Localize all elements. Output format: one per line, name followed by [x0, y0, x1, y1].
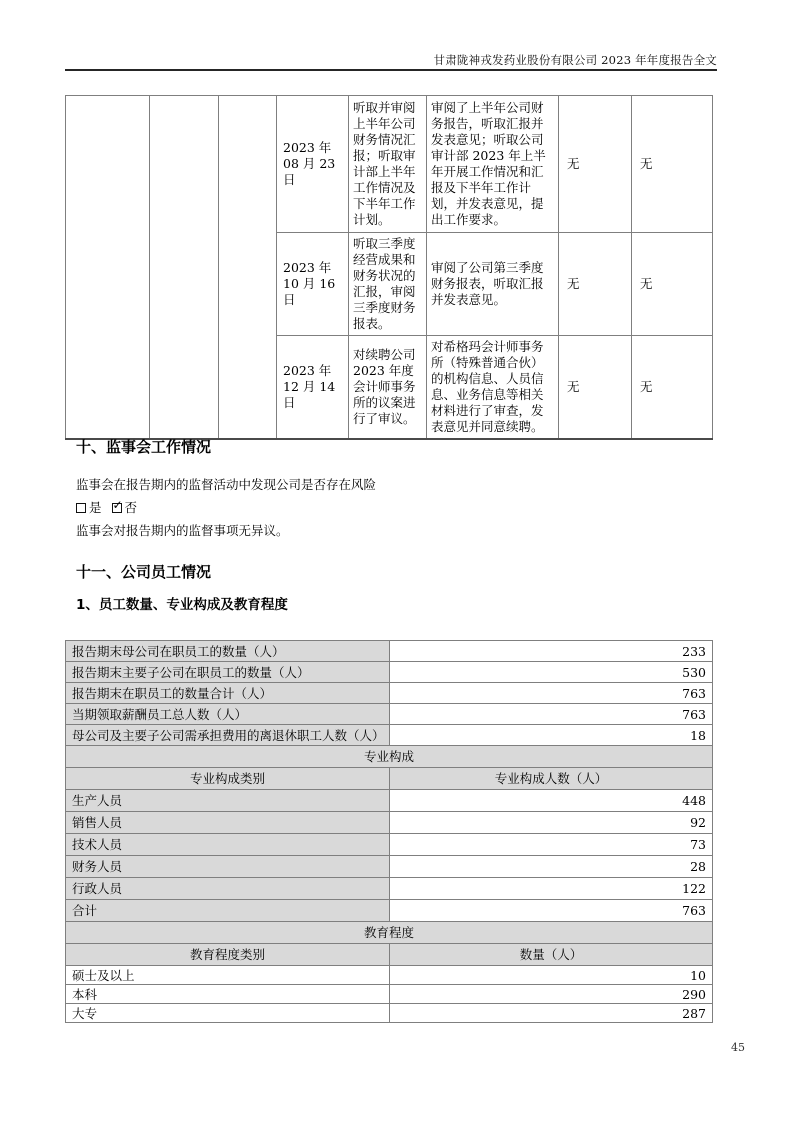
- education-label-cell: 硕士及以上: [66, 966, 390, 985]
- supervisory-risk-answer: [76, 500, 137, 516]
- education-value-cell: 287: [390, 1004, 713, 1023]
- education-col-header: 教育程度类别: [66, 944, 390, 966]
- profession-label-cell: 技术人员: [66, 834, 390, 856]
- summary-label-cell: 当期领取薪酬员工总人数（人）: [66, 704, 390, 725]
- meeting-row: [66, 96, 713, 233]
- summary-value-cell: 763: [390, 704, 713, 725]
- page-header-title: 甘肃陇神戎发药业股份有限公司 2023 年年度报告全文: [433, 53, 717, 67]
- summary-label-cell: 报告期末主要子公司在职员工的数量（人）: [66, 662, 390, 683]
- total-row: [66, 900, 713, 922]
- table-row: [66, 878, 713, 900]
- meeting-review-cell: 对希格玛会计师事务所（特殊普通合伙）的机构信息、人员信息、业务信息等相关材料进行了审查，发表意见并同意续聘。: [427, 336, 559, 440]
- meeting-topic-cell: 对续聘公司 2023 年度会计师事务所的议案进行了审议。: [349, 336, 427, 440]
- checkbox-no-label: 否: [124, 500, 138, 515]
- meeting-other-cell: 无: [632, 336, 713, 440]
- table-row: [66, 641, 713, 662]
- subsection-heading-employee-stats: 1、员工数量、专业构成及教育程度: [76, 597, 288, 613]
- profession-value-cell: 92: [390, 812, 713, 834]
- education-value-cell: 10: [390, 966, 713, 985]
- empty-cell: [66, 96, 150, 440]
- meeting-date-cell: 2023 年 10 月 16 日: [277, 233, 349, 336]
- page-number: 45: [731, 1041, 745, 1054]
- profession-total-label-cell: 合计: [66, 900, 390, 922]
- column-header-row: [66, 768, 713, 790]
- summary-label-cell: 母公司及主要子公司需承担费用的离退休职工人数（人）: [66, 725, 390, 746]
- education-band-title: 教育程度: [66, 922, 713, 944]
- summary-value-cell: 18: [390, 725, 713, 746]
- profession-col-header: 专业构成人数（人）: [390, 768, 713, 790]
- meeting-risk-cell: 无: [559, 336, 632, 440]
- table-row: [66, 834, 713, 856]
- checkbox-checked-icon: [112, 498, 123, 513]
- education-label-cell: 大专: [66, 1004, 390, 1023]
- empty-cell: [219, 96, 277, 440]
- summary-value-cell: 763: [390, 683, 713, 704]
- profession-value-cell: 448: [390, 790, 713, 812]
- meeting-other-cell: 无: [632, 96, 713, 233]
- supervisory-meeting-table: [65, 95, 713, 440]
- checkbox-yes-label: 是: [89, 500, 102, 515]
- table-row: [66, 683, 713, 704]
- profession-band-title: 专业构成: [66, 746, 713, 768]
- education-value-cell: 290: [390, 985, 713, 1004]
- profession-label-cell: 财务人员: [66, 856, 390, 878]
- profession-value-cell: 122: [390, 878, 713, 900]
- meeting-risk-cell: 无: [559, 233, 632, 336]
- education-label-cell: 本科: [66, 985, 390, 1004]
- section-band-row: [66, 746, 713, 768]
- table-row: [66, 856, 713, 878]
- profession-value-cell: 73: [390, 834, 713, 856]
- table-row: [66, 704, 713, 725]
- table-row: [66, 725, 713, 746]
- employee-statistics-table: [65, 640, 713, 1023]
- table-row: [66, 662, 713, 683]
- summary-label-cell: 报告期末在职员工的数量合计（人）: [66, 683, 390, 704]
- table-row: [66, 966, 713, 985]
- meeting-date-cell: 2023 年 12 月 14 日: [277, 336, 349, 440]
- meeting-date-cell: 2023 年 08 月 23 日: [277, 96, 349, 233]
- check-mark-icon: ✓: [112, 498, 123, 512]
- profession-value-cell: 28: [390, 856, 713, 878]
- meeting-topic-cell: 听取并审阅上半年公司财务情况汇报；听取审计部上半年工作情况及下半年工作计划。: [349, 96, 427, 233]
- table-row: [66, 790, 713, 812]
- section-heading-supervisory: 十、监事会工作情况: [76, 438, 212, 456]
- profession-label-cell: 生产人员: [66, 790, 390, 812]
- table-row: [66, 985, 713, 1004]
- profession-total-value-cell: 763: [390, 900, 713, 922]
- summary-value-cell: 530: [390, 662, 713, 683]
- table-row: [66, 1004, 713, 1023]
- section-band-row: [66, 922, 713, 944]
- section-heading-employees: 十一、公司员工情况: [76, 563, 212, 581]
- summary-value-cell: 233: [390, 641, 713, 662]
- meeting-topic-cell: 听取三季度经营成果和财务状况的汇报，审阅三季度财务报表。: [349, 233, 427, 336]
- profession-col-header: 专业构成类别: [66, 768, 390, 790]
- education-col-header: 数量（人）: [390, 944, 713, 966]
- supervisory-risk-question: 监事会在报告期内的监督活动中发现公司是否存在风险: [76, 477, 377, 492]
- column-header-row: [66, 944, 713, 966]
- meeting-review-cell: 审阅了公司第三季度财务报表，听取汇报并发表意见。: [427, 233, 559, 336]
- meeting-other-cell: 无: [632, 233, 713, 336]
- checkbox-unchecked-icon: [76, 503, 86, 513]
- meeting-risk-cell: 无: [559, 96, 632, 233]
- supervisory-conclusion: 监事会对报告期内的监督事项无异议。: [76, 523, 289, 538]
- empty-cell: [150, 96, 219, 440]
- profession-label-cell: 行政人员: [66, 878, 390, 900]
- summary-label-cell: 报告期末母公司在职员工的数量（人）: [66, 641, 390, 662]
- meeting-review-cell: 审阅了上半年公司财务报告，听取汇报并发表意见；听取公司审计部 2023 年上半年开展工作情况和汇报及下半年工作计划，并发表意见，提出工作要求。: [427, 96, 559, 233]
- header-rule: [65, 69, 717, 71]
- table-row: [66, 812, 713, 834]
- profession-label-cell: 销售人员: [66, 812, 390, 834]
